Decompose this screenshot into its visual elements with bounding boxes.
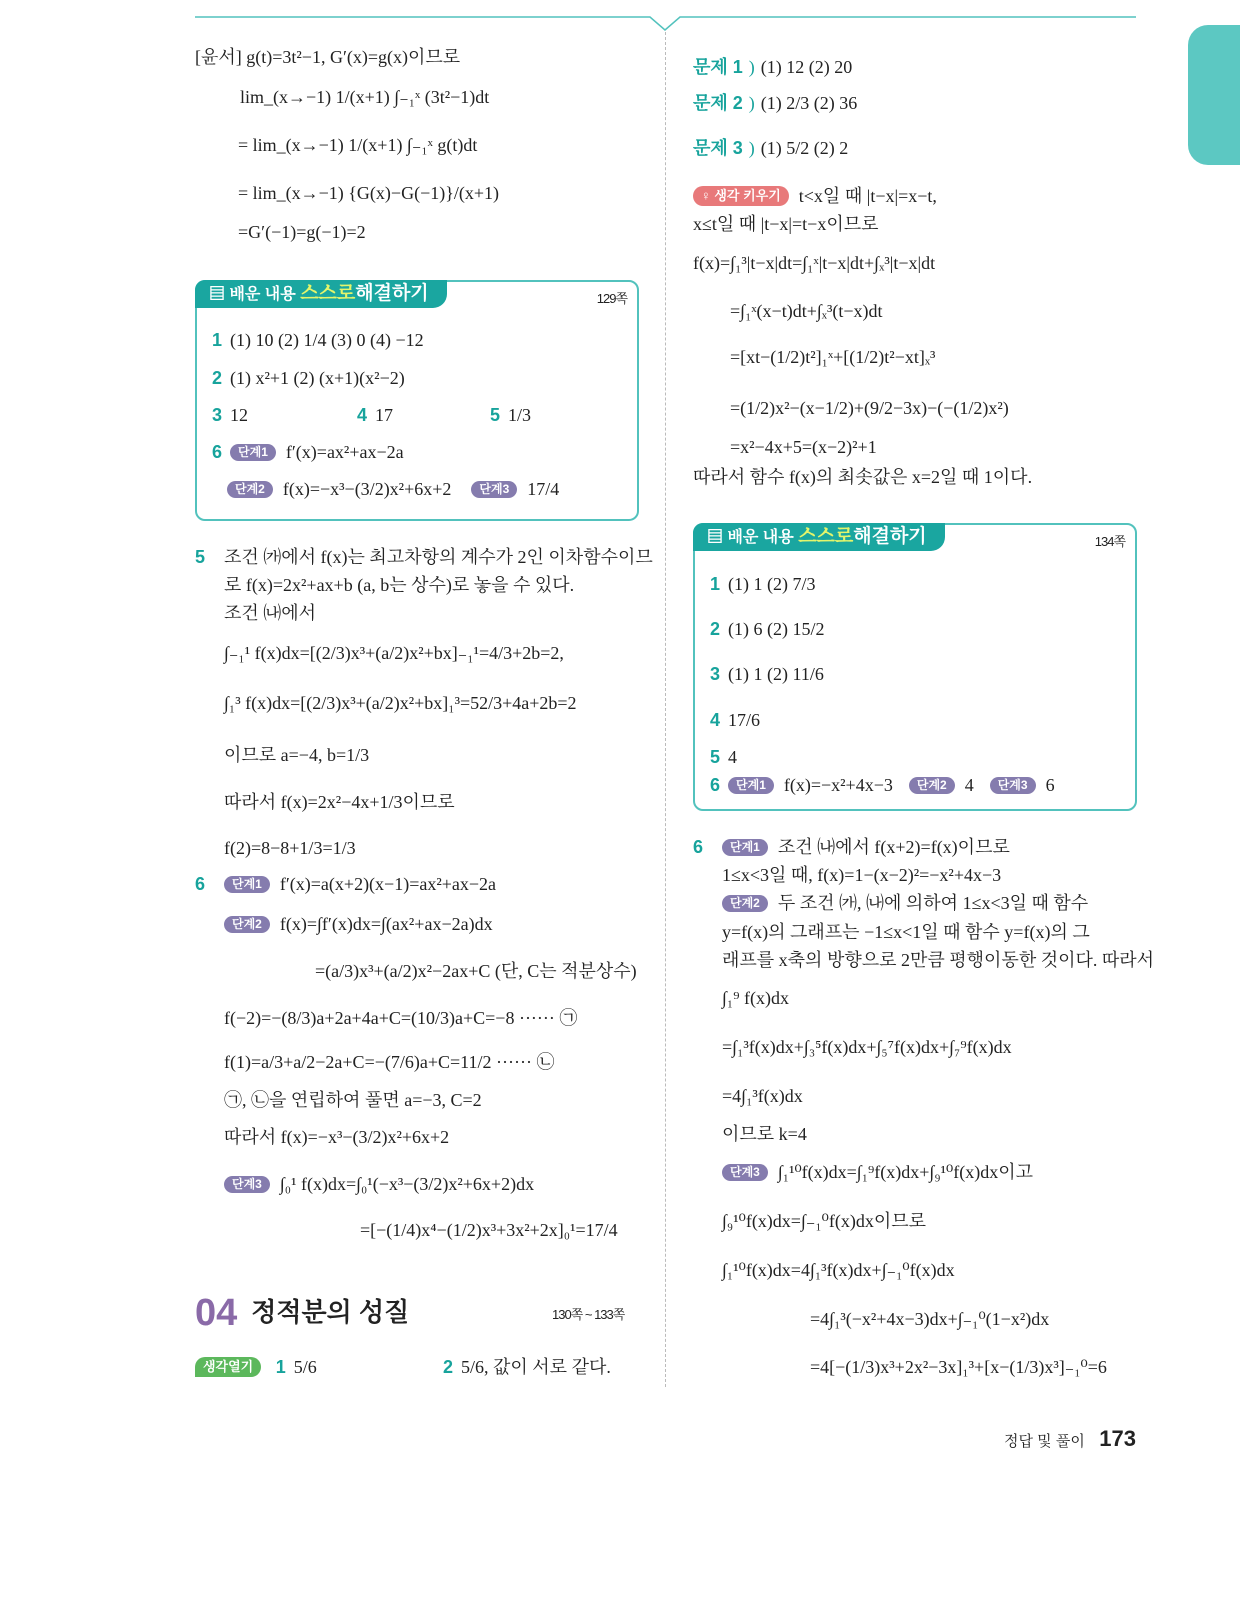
solution-line: =∫₁³f(x)dx+∫₃⁵f(x)dx+∫₅⁷f(x)dx+∫₇⁹f(x)dx: [722, 1037, 1012, 1057]
self-check-box-129: [195, 280, 639, 521]
solution-line: 이므로 a=−4, b=1/3: [224, 745, 370, 765]
step-badge: 단계2: [227, 481, 273, 498]
think-line: =(1/2)x²−(x−1/2)+(9/2−3x)−(−(1/2)x²): [730, 398, 1009, 418]
answer-row: 2 (1) 6 (2) 15/2: [710, 619, 825, 639]
solution-line: ∫₁⁹ f(x)dx: [722, 988, 789, 1008]
solution-line: =4[−(1/3)x³+2x²−3x]₁³+[x−(1/3)x³]₋₁⁰=6: [810, 1357, 1107, 1377]
box-header: [195, 280, 447, 308]
answer-row: 4 17/6: [710, 710, 761, 730]
box-title-b: 스스로: [798, 526, 854, 547]
step-badge: 단계3: [990, 777, 1036, 794]
solution-line: ∫₉¹⁰f(x)dx=∫₋₁⁰f(x)dx이므로: [722, 1211, 927, 1231]
step-badge: 단계1: [728, 777, 774, 794]
section-pages: 130쪽 ~ 133쪽: [552, 1307, 625, 1322]
answer-row: 1 (1) 10 (2) 1/4 (3) 0 (4) −12: [212, 330, 424, 350]
solution-line: f(−2)=−(8/3)a+2a+4a+C=(10/3)a+C=−8 ······ ㉠: [224, 1008, 578, 1028]
solution-line: =4∫₁³f(x)dx: [722, 1086, 803, 1106]
answer-row: 6 단계1 f′(x)=ax²+ax−2a: [212, 442, 404, 462]
step-badge: 단계2: [722, 895, 768, 912]
answer-row: 단계2 f(x)=−x³−(3/2)x²+6x+2 단계3 17/4: [227, 477, 559, 501]
solution-line: =4∫₁³(−x²+4x−3)dx+∫₋₁⁰(1−x²)dx: [810, 1309, 1050, 1329]
solution-line: ∫₁³ f(x)dx=[(2/3)x³+(a/2)x²+bx]₁³=52/3+4a+2b=2: [224, 693, 577, 713]
calc-line: lim_(x→−1) 1/(x+1) ∫₋₁ˣ (3t²−1)dt: [240, 87, 490, 107]
step-badge: 단계2: [909, 777, 955, 794]
answer-row: 5 1/3: [490, 405, 532, 425]
think-line: =∫₁ˣ(x−t)dt+∫ₓ³(t−x)dt: [730, 301, 883, 321]
problem-number: 5: [195, 547, 206, 567]
top-rule: [0, 0, 1240, 40]
solution-line: 단계1 조건 ㈏에서 f(x+2)=f(x)이므로: [722, 835, 1010, 859]
solution-line: ∫₁¹⁰f(x)dx=4∫₁³f(x)dx+∫₋₁⁰f(x)dx: [722, 1260, 955, 1280]
think-grow-badge: ♀ 생각 키우기: [693, 186, 789, 206]
box-title-a: 배운 내용: [229, 286, 296, 303]
think-open-badge: 생각열기: [195, 1357, 261, 1377]
think-line: x≤t일 때 |t−x|=t−x이므로: [693, 214, 879, 234]
box-title-a: 배운 내용: [727, 529, 794, 546]
calc-line: = lim_(x→−1) 1/(x+1) ∫₋₁ˣ g(t)dt: [238, 135, 478, 155]
answer-row: 3 12: [212, 405, 249, 425]
calc-line: =G′(−1)=g(−1)=2: [238, 222, 366, 242]
page-footer: [1004, 1426, 1136, 1452]
solution-line: ∫₋₁¹ f(x)dx=[(2/3)x³+(a/2)x²+bx]₋₁¹=4/3+2b=2,: [224, 643, 564, 663]
solution-line: 이므로 k=4: [722, 1124, 807, 1144]
answer-row: 2 (1) x²+1 (2) (x+1)(x²−2): [212, 368, 405, 388]
solution-line: ㉠, ㉡을 연립하여 풀면 a=−3, C=2: [224, 1090, 482, 1110]
think-line: 따라서 함수 f(x)의 최솟값은 x=2일 때 1이다.: [693, 467, 1033, 487]
step-badge: 단계3: [224, 1176, 270, 1193]
solution-line: 단계2 f(x)=∫f′(x)dx=∫(ax²+ax−2a)dx: [224, 912, 493, 936]
self-check-box-134: [693, 523, 1137, 811]
solution-line: 단계2 두 조건 ㈎, ㈏에 의하여 1≤x<3일 때 함수: [722, 891, 1088, 915]
solution-line: 조건 ㈎에서 f(x)는 최고차항의 계수가 2인 이차함수이므: [224, 547, 653, 567]
section-heading: [195, 1292, 409, 1332]
solution-line: =(a/3)x³+(a/2)x²−2ax+C (단, C는 적분상수): [315, 961, 637, 981]
page-number: 173: [1099, 1426, 1136, 1451]
answer-row: 3 (1) 1 (2) 11/6: [710, 664, 824, 684]
intro-line: [윤서] g(t)=3t²−1, G′(x)=g(x)이므로: [195, 47, 461, 67]
step-badge: 단계1: [722, 839, 768, 856]
step-badge: 단계3: [722, 1164, 768, 1181]
box-header: [693, 523, 945, 551]
problem-number: 6: [693, 837, 704, 857]
section-title: 정적분의 성질: [251, 1297, 410, 1327]
chapter-tab: [1188, 25, 1240, 165]
paren-icon: ): [748, 57, 755, 77]
answer-row: 6 단계1 f(x)=−x²+4x−3 단계2 4 단계3 6: [710, 775, 1055, 795]
solution-line: 따라서 f(x)=−x³−(3/2)x²+6x+2: [224, 1127, 450, 1147]
step-badge: 단계3: [471, 481, 517, 498]
solution-line: 단계3 ∫₁¹⁰f(x)dx=∫₁⁹f(x)dx+∫₉¹⁰f(x)dx이고: [722, 1160, 1033, 1184]
solution-line: 단계1 f′(x)=a(x+2)(x−1)=ax²+ax−2a: [224, 872, 496, 896]
problem-answer: 문제 2 ) (1) 2/3 (2) 36: [693, 93, 858, 113]
problem-answer: 문제 3 ) (1) 5/2 (2) 2: [693, 138, 849, 158]
paren-icon: ): [748, 138, 755, 158]
step-badge: 단계1: [224, 876, 270, 893]
think-line: f(x)=∫₁³|t−x|dt=∫₁ˣ|t−x|dt+∫ₓ³|t−x|dt: [693, 253, 936, 273]
notebook-icon: ▤: [209, 286, 230, 303]
open-answers: 2 5/6, 값이 서로 같다.: [443, 1357, 611, 1377]
problem-number: 6: [195, 874, 206, 894]
box-title-b: 스스로: [300, 283, 356, 304]
think-line: ♀ 생각 키우기 t<x일 때 |t−x|=x−t,: [693, 184, 937, 208]
lightbulb-icon: ♀: [701, 188, 715, 203]
solution-line: 래프를 x축의 방향으로 2만큼 평행이동한 것이다. 따라서: [722, 950, 1155, 970]
solution-line: y=f(x)의 그래프는 −1≤x<1일 때 함수 y=f(x)의 그: [722, 922, 1090, 942]
answer-row: 4 17: [357, 405, 394, 425]
solution-line: 1≤x<3일 때, f(x)=1−(x−2)²=−x²+4x−3: [722, 865, 1002, 885]
page-ref: 129쪽: [596, 291, 627, 306]
answer-row: 1 (1) 1 (2) 7/3: [710, 574, 816, 594]
solution-line: 단계3 ∫₀¹ f(x)dx=∫₀¹(−x³−(3/2)x²+6x+2)dx: [224, 1172, 534, 1196]
step-badge: 단계1: [230, 444, 276, 461]
problem-answer: 문제 1 ) (1) 12 (2) 20: [693, 57, 853, 77]
solution-line: 조건 ㈏에서: [224, 603, 317, 623]
paren-icon: ): [748, 93, 755, 113]
think-line: =x²−4x+5=(x−2)²+1: [730, 437, 877, 457]
answer-row: 5 4: [710, 747, 738, 767]
calc-line: = lim_(x→−1) {G(x)−G(−1)}/(x+1): [238, 183, 499, 203]
solution-line: f(2)=8−8+1/3=1/3: [224, 838, 356, 858]
think-line: =[xt−(1/2)t²]₁ˣ+[(1/2)t²−xt]ₓ³: [730, 347, 936, 367]
footer-label: 정답 및 풀이: [1004, 1433, 1085, 1450]
box-title-c: 해결하기: [355, 283, 429, 304]
solution-line: =[−(1/4)x⁴−(1/2)x³+3x²+2x]₀¹=17/4: [360, 1220, 618, 1240]
notebook-icon: ▤: [707, 529, 728, 546]
column-divider: [665, 32, 666, 1387]
page-ref: 134쪽: [1094, 534, 1125, 549]
section-number: 04: [195, 1292, 238, 1334]
solution-line: f(1)=a/3+a/2−2a+C=−(7/6)a+C=11/2 ······ ㉡: [224, 1052, 555, 1072]
step-badge: 단계2: [224, 916, 270, 933]
open-answers: 생각열기 1 5/6: [195, 1355, 317, 1379]
solution-line: 따라서 f(x)=2x²−4x+1/3이므로: [224, 792, 455, 812]
box-title-c: 해결하기: [853, 526, 927, 547]
solution-line: 로 f(x)=2x²+ax+b (a, b는 상수)로 놓을 수 있다.: [224, 575, 575, 595]
